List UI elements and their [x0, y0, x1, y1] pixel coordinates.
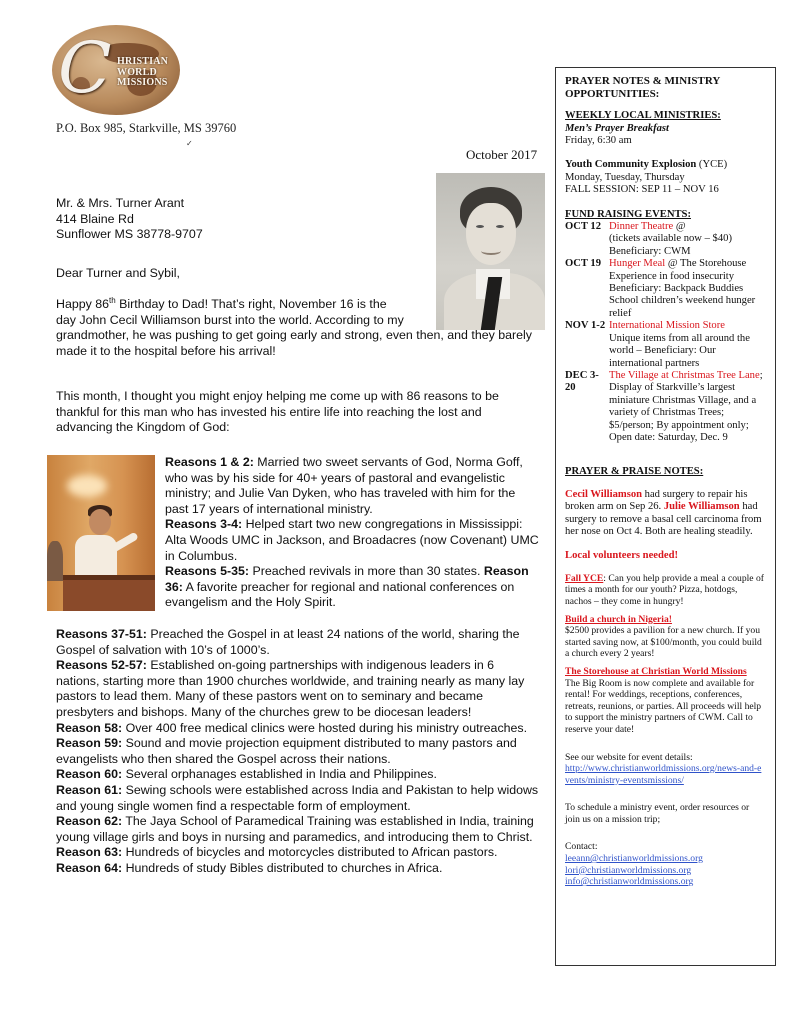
event-date: NOV 1-2 [565, 320, 606, 332]
reason-label: Reasons 52-57: [56, 658, 147, 673]
yce-abbr: (YCE) [696, 159, 728, 171]
photo-detail [481, 247, 501, 255]
reason-item [56, 721, 540, 737]
text-run: Birthday to Dad! That’s right, November 16 is the [115, 297, 387, 311]
reason-text: Married two sweet servants of God, Norma Goff, who was by his side for 40+ years of pastoral and evangelistic ministry; and Julie Van Dyken, who has traveled with him for the past 17 years of international ministry. [165, 455, 523, 516]
reason-label: Reasons 1 & 2: [165, 455, 254, 469]
prayer-text: had surgery to remove a basal cell carcinoma from her nose on Oct 4. Both are healing steadily. [565, 501, 762, 537]
paragraph-line [56, 297, 436, 313]
spacer [565, 736, 766, 752]
photo-detail [89, 509, 111, 535]
logo-word: HRISTIAN [117, 56, 169, 67]
breakfast-name: Men’s Prayer Breakfast [565, 122, 669, 134]
spacer [565, 444, 766, 466]
event-title: Dinner Theatre [609, 221, 674, 233]
event-details: (tickets available now – $40) Beneficiary: CWM [609, 233, 732, 257]
photo-detail [75, 535, 117, 575]
reason-label: Reason 62: [56, 814, 123, 829]
logo-words [117, 57, 168, 89]
fund-heading: FUND RAISING EVENTS: [565, 208, 691, 220]
paragraph-reasons-intro: This month, I thought you might enjoy helping me come up with 86 reasons to be thankful for this man who has invested his entire life into reaching the lost and advancing the Kingdom of God: [56, 389, 499, 435]
event-title: The Village at Christmas Tree Lane [609, 369, 760, 381]
reason-label: Reason 58: [56, 720, 123, 735]
yce-days: Monday, Tuesday, Thursday [565, 171, 685, 183]
logo-initial: C [58, 27, 112, 109]
volunteers-heading: Local volunteers needed! [565, 550, 678, 562]
volunteer-title: Build a church in Nigeria! [565, 613, 672, 625]
photo-detail [67, 475, 107, 497]
schedule-text: To schedule a ministry event, order resources or join us on a mission trip; [565, 802, 750, 825]
event-body [609, 320, 766, 370]
event-details: Open date: Saturday, Dec. 9 [609, 431, 728, 443]
yce-session: FALL SESSION: SEP 11 – NOV 16 [565, 184, 719, 196]
prayer-person: Cecil Williamson [565, 488, 643, 500]
contact-email-lori[interactable]: lori@christianworldmissions.org [565, 864, 692, 876]
reason-item [56, 736, 540, 767]
event-date: OCT 12 [565, 221, 602, 233]
reason-item [56, 845, 540, 861]
reason-text: Over 400 free medical clinics were hosted during his ministry outreaches. [122, 720, 528, 735]
contact-email-info[interactable]: info@christianworldmissions.org [565, 876, 694, 888]
spacer [565, 147, 766, 159]
recipient-street: 414 Blaine Rd [56, 211, 134, 226]
reason-label: Reason 60: [56, 767, 123, 782]
prayer-heading: PRAYER & PRAISE NOTES: [565, 466, 704, 478]
reason-label: Reasons 5-35: [165, 564, 250, 579]
volunteer-text: : Can you help provide a meal a couple of times a month for our youth? Pizza, hotdogs, nachos – they come in hungry! [565, 572, 764, 607]
photo-detail [466, 203, 516, 265]
website-link[interactable]: http://www.christianworldmissions.org/news-and-events/ministry-eventsmissions/ [565, 763, 762, 786]
volunteer-item [565, 573, 766, 608]
reason-text: Hundreds of study Bibles distributed to churches in Africa. [122, 860, 443, 875]
event-location: ; Display of Starkville’s largest miniature Christmas Village, and a variety of Christmas Trees; $5/person; By appointment only; [609, 369, 763, 431]
prayer-notes-sidebar [555, 67, 776, 966]
event-item [565, 320, 766, 370]
spacer [565, 563, 766, 573]
event-date: OCT 19 [565, 258, 602, 270]
reason-item [165, 517, 540, 564]
logo-word: MISSIONS [117, 77, 168, 88]
event-location: @ The Storehouse [665, 258, 747, 270]
volunteer-title: The Storehouse at Christian World Missions [565, 665, 747, 677]
volunteer-title: Fall YCE [565, 572, 604, 584]
event-location: @ [673, 221, 686, 233]
reasons-list-bottom [56, 627, 540, 877]
yce-line [565, 159, 766, 171]
event-item [565, 258, 766, 320]
event-details: Experience in food insecurity Beneficiary: Backpack Buddies School children’s weekend hunger relief [609, 270, 756, 319]
spacer [565, 825, 766, 841]
reason-text: Hundreds of bicycles and motorcycles distributed to African pastors. [122, 845, 498, 860]
reason-item [56, 861, 540, 877]
spacer [565, 100, 766, 110]
reason-text: Helped start two new congregations in Mississippi: Alta Woods UMC in Jackson, and Broadacres (now Covenant) UMC in Columbus. [165, 517, 539, 563]
spacer [565, 786, 766, 802]
cwm-logo [52, 15, 180, 115]
reason-item [56, 783, 540, 814]
reason-label: Reason 59: [56, 736, 123, 751]
event-body [609, 370, 766, 444]
paragraph-birthday-rest: grandmother, he was pushing to get going early and strong, even then, and they barely made it to the hospital before his arrival! [56, 328, 532, 358]
reason-item [56, 658, 540, 720]
sidebar-title: PRAYER NOTES & MINISTRY OPPORTUNITIES: [565, 75, 720, 100]
reason-label: Reasons 37-51: [56, 627, 147, 641]
reason-label: Reasons 3-4: [165, 517, 243, 532]
stray-mark: ✓ [186, 139, 193, 148]
yce-name: Youth Community Explosion [565, 159, 697, 171]
reason-item [165, 564, 540, 611]
photo-detail [47, 541, 63, 581]
paragraph-birthday-intro [56, 297, 436, 328]
prayer-text: had surgery to repair his broken arm on Sep 26. [565, 488, 748, 513]
reason-item [56, 814, 540, 845]
salutation: Dear Turner and Sybil, [56, 266, 180, 280]
volunteer-text: The Big Room is now complete and available for rental! For weddings, receptions, conferences, retreats, reunions, or parties. All proceeds will help to support the ministry partners of CWM. Call to reserve your date! [565, 677, 762, 735]
volunteer-text: $2500 provides a pavilion for a new church. If you started saving now, at $100/month, you could build a church every 2 years! [565, 625, 762, 660]
reason-text: Established on-going partnerships with indigenous leaders in 6 nations, starting more than 1900 churches worldwide, and training nearly as many lay pastors to lead them. Many of these pastors went on to seminary and became presbyters and bishops. Many of the churches grew to be diocesan leaders! [56, 658, 525, 719]
spacer [565, 479, 766, 489]
contact-email-leeann[interactable]: leeann@christianworldmissions.org [565, 853, 703, 865]
event-details: Unique items from all around the world – Beneficiary: Our international partners [609, 332, 750, 369]
volunteer-item [565, 614, 766, 660]
spacer [565, 197, 766, 209]
event-body [609, 221, 766, 258]
reason-label: Reason 64: [56, 860, 123, 875]
reason-text: A favorite preacher for regional and national conferences on evangelism and the Holy Spirit. [165, 579, 515, 610]
prayer-notes [565, 489, 766, 539]
recipient-city: Sunflower MS 38778-9707 [56, 227, 203, 242]
contact-label: Contact: [565, 841, 598, 853]
reason-text: Preached revivals in more than 30 states. [249, 564, 484, 579]
event-item [565, 370, 766, 444]
weekly-heading: WEEKLY LOCAL MINISTRIES: [565, 110, 721, 122]
superscript: th [109, 295, 116, 305]
portrait-photo [436, 173, 545, 330]
event-title: Hunger Meal [609, 258, 666, 270]
reason-text: The Jaya School of Paramedical Training was established in India, training young village girls and boys in nursing and paramedics, and introducing them to Christ. [56, 814, 534, 844]
breakfast-time: Friday, 6:30 am [565, 135, 632, 146]
website-intro: See our website for event details: [565, 751, 693, 763]
preaching-photo [47, 455, 155, 611]
recipient-address [56, 196, 203, 243]
photo-detail [496, 225, 504, 228]
reason-item [165, 455, 540, 517]
reasons-list-top [165, 455, 540, 611]
reason-text: Sound and movie projection equipment distributed to many pastors and evangelists who then shared the Gospel across their nations. [56, 736, 517, 766]
reason-text: Sewing schools were established across India and Pakistan to help widows and young single women find a respectable form of employment. [56, 782, 539, 813]
event-title: International Mission Store [609, 320, 725, 332]
reason-text: Several orphanages established in India and Philippines. [122, 767, 437, 782]
logo-word: WORLD [117, 66, 157, 78]
spacer [565, 538, 766, 550]
volunteer-item [565, 666, 766, 736]
photo-detail [63, 575, 155, 611]
event-date: DEC 3-20 [565, 369, 599, 394]
event-body [609, 258, 766, 320]
reason-item [56, 767, 540, 783]
event-item [565, 221, 766, 258]
reason-label: Reason 36: [165, 564, 529, 594]
org-address: P.O. Box 985, Starkville, MS 39760 [56, 121, 237, 135]
letter-date: October 2017 [466, 147, 538, 162]
photo-detail [476, 225, 484, 228]
reason-label: Reason 61: [56, 782, 123, 797]
text-run: Happy 86 [56, 297, 110, 311]
paragraph-line: day John Cecil Williamson burst into the world. According to my [56, 312, 404, 327]
recipient-name: Mr. & Mrs. Turner Arant [56, 196, 185, 210]
reason-text: Preached the Gospel in at least 24 nations of the world, sharing the Gospel of salvation with 10’s of 1000’s. [56, 627, 520, 657]
prayer-person: Julie Williamson [663, 501, 740, 513]
reason-item [56, 627, 540, 658]
reason-label: Reason 63: [56, 845, 123, 860]
